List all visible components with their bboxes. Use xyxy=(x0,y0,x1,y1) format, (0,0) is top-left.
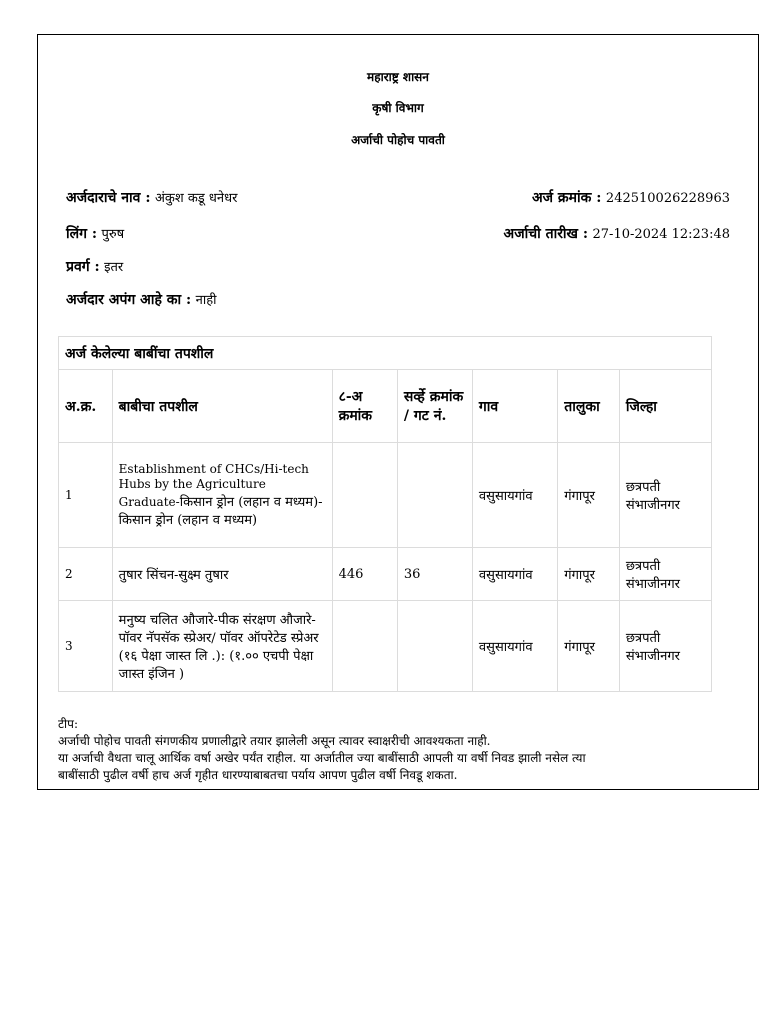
col-header-survey: सर्व्हे क्रमांक / गट नं. xyxy=(397,370,472,443)
row-district: छत्रपती संभाजीनगर xyxy=(619,443,711,548)
disability-field xyxy=(66,290,217,309)
application-number-field xyxy=(532,188,730,207)
row-taluka: गंगापूर xyxy=(558,548,620,601)
row-district: छत्रपती संभाजीनगर xyxy=(619,601,711,692)
category-field xyxy=(66,257,123,276)
notes-label: टीप: xyxy=(58,717,79,731)
row-village: वसुसायगांव xyxy=(472,443,557,548)
row-sr: 3 xyxy=(59,601,113,692)
gender-value: पुरुष xyxy=(101,227,125,242)
receipt-document xyxy=(37,34,759,790)
notes-line: या अर्जाची वैधता चालू आर्थिक वर्षा अखेर पर्यंत राहील. या अर्जातील ज्या बाबींसाठी आपली या वर्षी निवड झाली नसेल त्या xyxy=(58,751,586,765)
application-number-value: 242510026228963 xyxy=(605,191,730,206)
row-detail-marathi: किसान ड्रोन (लहान व मध्यम)-किसान ड्रोन (लहान व मध्यम) xyxy=(118,495,323,528)
applicant-name-value: अंकुश कडू धनेधर xyxy=(154,191,238,206)
col-header-taluka: तालुका xyxy=(558,370,620,443)
row-detail: मनुष्य चलित औजारे-पीक संरक्षण औजारे-पॉवर नॅपसॅक स्प्रेअर/ पॉवर ऑपरेटेड स्प्रेअर (१६ पेक्षा जास्त लि .): (१.०० एचपी पेक्षा जास्त इंजिन ) xyxy=(112,601,332,692)
table-row xyxy=(59,548,712,601)
row-detail-english: Establishment of CHCs/Hi-tech Hubs by the Agriculture Graduate- xyxy=(118,462,309,509)
disability-label: अर्जदार अपंग आहे का : xyxy=(66,292,192,308)
application-date-value: 27-10-2024 12:23:48 xyxy=(592,227,730,242)
header-receipt-title: अर्जाची पोहोच पावती xyxy=(351,133,445,147)
header-government: महाराष्ट्र शासन xyxy=(367,70,429,84)
row-survey xyxy=(397,601,472,692)
row-8a xyxy=(332,443,397,548)
applicant-name-label: अर्जदाराचे नाव : xyxy=(66,190,151,206)
row-sr: 2 xyxy=(59,548,113,601)
category-label: प्रवर्ग : xyxy=(66,259,100,275)
disability-value: नाही xyxy=(195,293,217,308)
application-date-field xyxy=(504,224,731,243)
row-taluka: गंगापूर xyxy=(558,443,620,548)
row-8a: 446 xyxy=(332,548,397,601)
notes-line: बाबींसाठी पुढील वर्षी हाच अर्ज गृहीत धारण्याबाबतचा पर्याय आपण पुढील वर्षी निवडू शकता. xyxy=(58,768,458,782)
table-row xyxy=(59,443,712,548)
row-sr: 1 xyxy=(59,443,113,548)
gender-label: लिंग : xyxy=(66,226,98,242)
gender-field xyxy=(66,224,124,243)
table-row xyxy=(59,601,712,692)
row-district: छत्रपती संभाजीनगर xyxy=(619,548,711,601)
category-value: इतर xyxy=(104,260,124,275)
col-header-village: गाव xyxy=(472,370,557,443)
row-survey: 36 xyxy=(397,548,472,601)
items-table xyxy=(58,336,712,692)
table-header-row xyxy=(59,370,712,443)
application-date-label: अर्जाची तारीख : xyxy=(503,226,589,242)
row-village: वसुसायगांव xyxy=(472,601,557,692)
row-8a xyxy=(332,601,397,692)
col-header-sr: अ.क्र. xyxy=(59,370,113,443)
header-department: कृषी विभाग xyxy=(372,101,424,115)
notes-line: अर्जाची पोहोच पावती संगणकीय प्रणालीद्वारे तयार झालेली असून त्यावर स्वाक्षरीची आवश्यकता नाही. xyxy=(58,734,491,748)
row-detail xyxy=(112,443,332,548)
applicant-name-field xyxy=(66,188,237,207)
col-header-8a: ८-अ क्रमांक xyxy=(332,370,397,443)
table-caption: अर्ज केलेल्या बाबींचा तपशील xyxy=(59,337,712,370)
row-taluka: गंगापूर xyxy=(558,601,620,692)
row-detail: तुषार सिंचन-सुक्ष्म तुषार xyxy=(112,548,332,601)
application-number-label: अर्ज क्रमांक : xyxy=(531,190,602,206)
col-header-district: जिल्हा xyxy=(619,370,711,443)
notes-section xyxy=(58,716,738,784)
col-header-detail: बाबीचा तपशील xyxy=(112,370,332,443)
row-village: वसुसायगांव xyxy=(472,548,557,601)
row-survey xyxy=(397,443,472,548)
